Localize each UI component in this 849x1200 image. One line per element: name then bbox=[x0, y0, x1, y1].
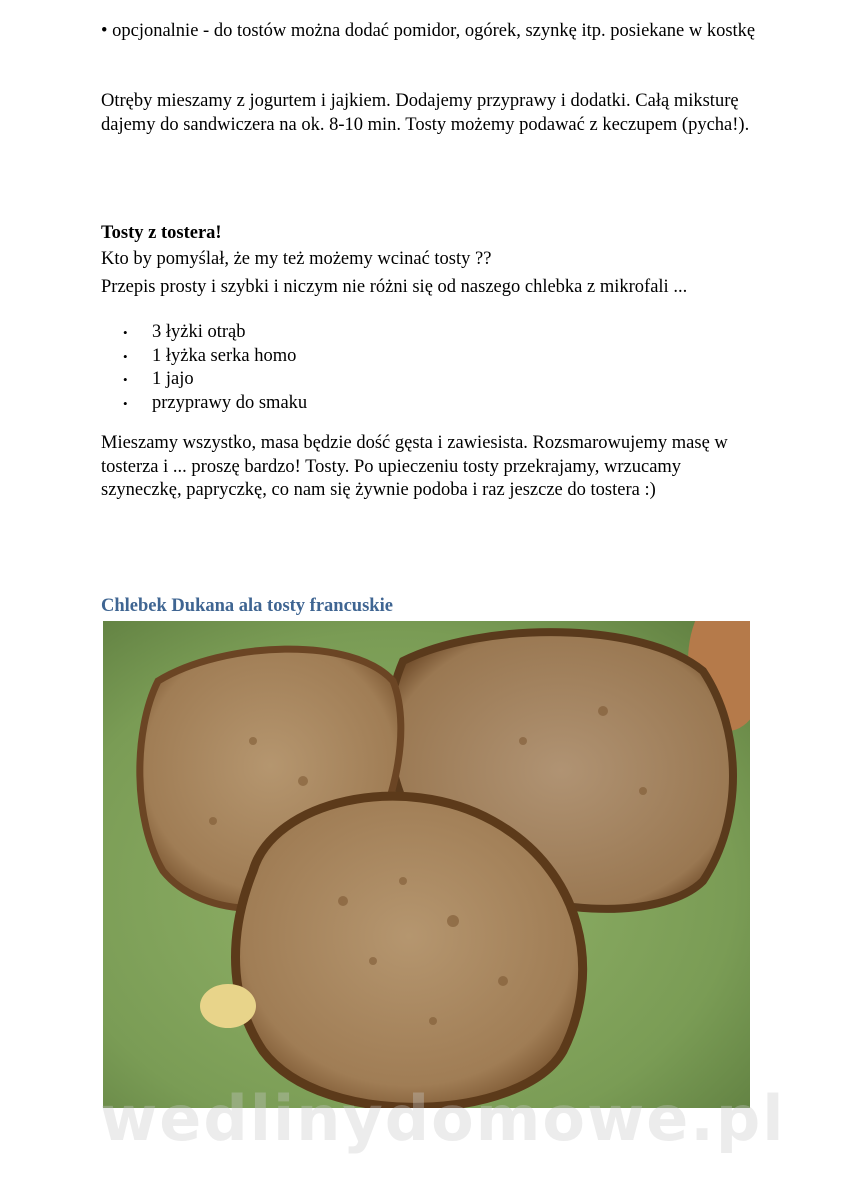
ingredient-text: 3 łyżki otrąb bbox=[152, 322, 246, 342]
ingredient-item bbox=[101, 392, 307, 416]
bullet-icon: • bbox=[123, 395, 128, 411]
bullet-icon: • bbox=[123, 325, 128, 340]
optional-additions-note: • opcjonalnie - do tostów można dodać pomidor, ogórek, szynkę itp. posiekane w kostkę bbox=[101, 21, 756, 41]
toaster-intro-line-2: Przepis prosty i szybki i niczym nie różni się od naszego chlebka z mikrofali ... bbox=[101, 277, 688, 297]
ingredient-item bbox=[101, 321, 307, 345]
ingredient-item bbox=[101, 345, 307, 369]
ingredient-text: 1 łyżka serka homo bbox=[152, 345, 297, 366]
cheese-bit bbox=[200, 984, 256, 1028]
toaster-steps: Mieszamy wszystko, masa będzie dość gęsta i zawiesista. Rozsmarowujemy masę w tosterza i ... proszę bardzo! Tosty. Po upieczeniu tosty przekrajamy, wrzucamy szyneczkę, papryczkę, co nam się żywnie podoba i raz jeszcze do tostera :) bbox=[101, 433, 728, 500]
toast-slice-front bbox=[236, 796, 583, 1107]
ingredients-list bbox=[101, 321, 307, 415]
watermark: wedlinydomowe.pl bbox=[100, 1082, 786, 1155]
ingredient-item bbox=[101, 368, 307, 392]
toaster-intro-line-1: Kto by pomyślał, że my też możemy wcinać tosty ?? bbox=[101, 249, 492, 269]
ingredient-text: przyprawy do smaku bbox=[152, 392, 308, 413]
toaster-section-heading: Tosty z tostera! bbox=[101, 223, 222, 243]
mixing-instructions: Otręby mieszamy z jogurtem i jajkiem. Dodajemy przyprawy i dodatki. Całą miksturę dajemy do sandwiczera na ok. 8-10 min. Tosty możemy podawać z keczupem (pycha!). bbox=[101, 91, 750, 135]
toast-photo-illustration bbox=[103, 621, 750, 1108]
photo-section-heading: Chlebek Dukana ala tosty francuskie bbox=[101, 596, 393, 616]
ingredient-text: 1 jajo bbox=[152, 369, 194, 389]
bullet-icon: • bbox=[123, 372, 128, 387]
bullet-icon: • bbox=[123, 348, 128, 364]
toast-photo bbox=[103, 621, 750, 1108]
